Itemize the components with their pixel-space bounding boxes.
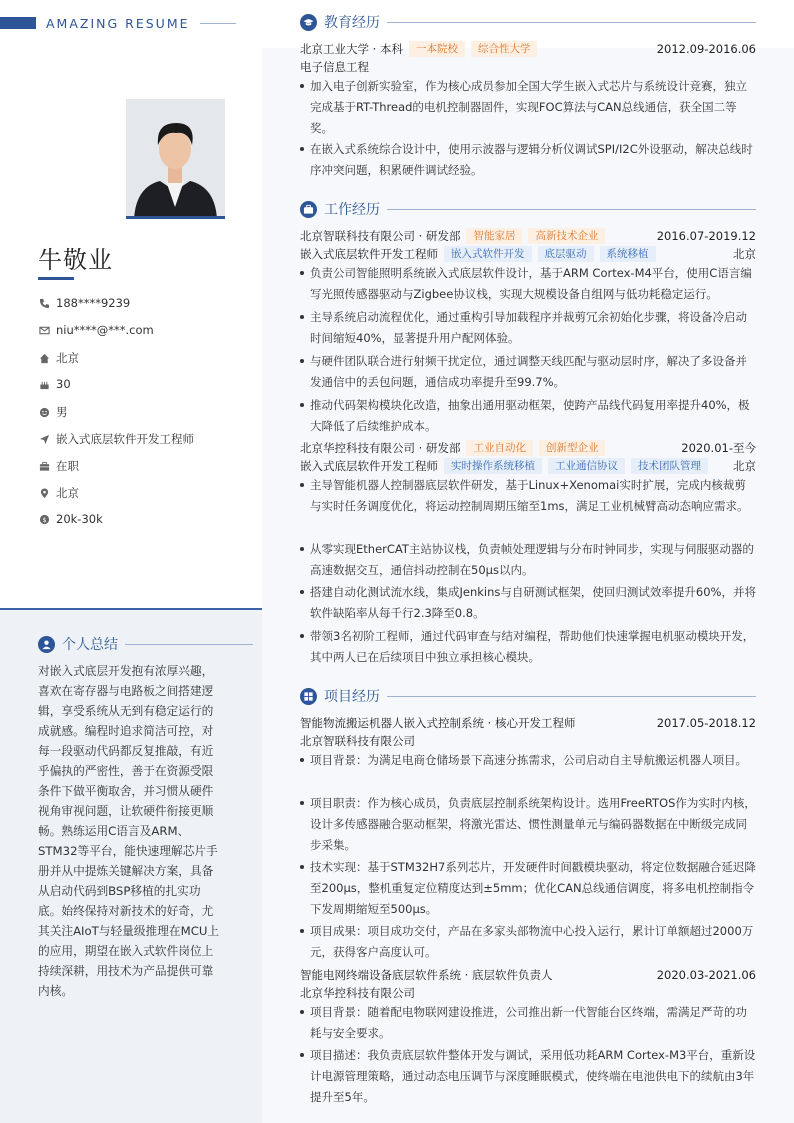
info-position	[38, 431, 258, 447]
info-status	[38, 458, 258, 474]
name-underline	[38, 277, 74, 280]
person-portrait-icon	[126, 99, 225, 219]
phone-icon	[38, 297, 50, 309]
education-header	[300, 12, 756, 32]
project-name: 智能物流搬运机器人嵌入式控制系统 · 核心开发工程师	[300, 716, 576, 730]
summary-title-line	[125, 644, 253, 645]
project-1-company-row	[300, 732, 756, 750]
job-company: 北京华控科技有限公司 · 研发部	[300, 441, 461, 455]
brand-bar	[0, 17, 36, 29]
info-age	[38, 377, 258, 391]
status-text: 在职	[56, 459, 79, 473]
summary-header	[38, 634, 253, 654]
cake-icon	[38, 378, 50, 390]
graduation-cap-icon	[300, 14, 317, 31]
svg-text:$: $	[41, 515, 47, 524]
work-title: 工作经历	[324, 202, 380, 218]
info-salary	[38, 512, 258, 526]
job-city: 北京	[733, 459, 756, 473]
job-role: 嵌入式底层软件开发工程师	[300, 459, 438, 473]
work-header	[300, 199, 756, 219]
job-city: 北京	[733, 247, 756, 261]
project-bullet: 项目背景：随着配电物联网建设推进，公司推出新一代智能台区终端，需满足严苛的功耗与安全要求。	[300, 1002, 756, 1044]
projects-header	[300, 686, 756, 706]
job-bullet: 带领3名初阶工程师，通过代码审查与结对编程，帮助他们快速掌握电机驱动模块开发，其中两人已在后续项目中独立承担核心模块。	[300, 626, 756, 668]
major-name: 电子信息工程	[300, 60, 369, 74]
project-1-row	[300, 714, 756, 732]
salary-text: 20k-30k	[56, 512, 103, 526]
skill-tag: 嵌入式软件开发	[444, 246, 532, 262]
age-text: 30	[56, 377, 71, 391]
project-bullet: 项目成果：项目成功交付，产品在多家头部物流中心投入运行，累计订单额超过2000万元，获得客户高度认可。	[300, 921, 756, 963]
education-title-line	[387, 22, 756, 23]
project-name: 智能电网终端设备底层软件系统 · 底层软件负责人	[300, 968, 553, 982]
job-tag: 智能家居	[466, 228, 522, 244]
project-company: 北京华控科技有限公司	[300, 986, 415, 1000]
info-gender	[38, 404, 258, 420]
summary-title: 个人总结	[62, 637, 118, 653]
money-icon	[38, 513, 50, 525]
school-name: 北京工业大学 · 本科	[300, 42, 403, 56]
email-text: niu****@***.com	[56, 323, 154, 337]
project-bullet: 项目描述：我负责底层软件整体开发与调试，采用低功耗ARM Cortex-M3平台，重新设计电源管理策略，通过动态电压调节与深度睡眠模式，使终端在电池供电下的续航由3年提升至5年。	[300, 1045, 756, 1108]
job-1-row	[300, 227, 756, 245]
projects-title-line	[387, 696, 756, 697]
skill-tag: 实时操作系统移植	[444, 458, 542, 474]
job-2-role-row	[300, 457, 756, 475]
job-tag: 工业自动化	[466, 440, 533, 456]
education-title: 教育经历	[324, 15, 380, 31]
project-2-company-row	[300, 984, 756, 1002]
position-text: 嵌入式底层软件开发工程师	[56, 432, 194, 446]
project-bullet: 项目背景：为满足电商仓储场景下高速分拣需求，公司启动自主导航搬运机器人项目。	[300, 750, 756, 771]
job-tag: 高新技术企业	[528, 228, 605, 244]
job-bullet: 主导智能机器人控制器底层软件研发，基于Linux+Xenomai实时扩展，完成内核裁剪与实时任务调度优化，将运动控制周期压缩至1ms，满足工业机械臂高动态响应需求。	[300, 475, 756, 517]
smile-icon	[38, 406, 50, 418]
project-date: 2020.03-2021.06	[656, 968, 756, 982]
job-bullet: 与硬件团队联合进行射频干扰定位，通过调整天线匹配与驱动层时序，解决了多设备并发通信中的丢包问题，通信成功率提升至99.7%。	[300, 351, 756, 393]
briefcase-icon	[300, 201, 317, 218]
brand-header	[0, 16, 236, 30]
user-icon	[38, 636, 55, 653]
education-tag: 一本院校	[409, 41, 465, 57]
project-date: 2017.05-2018.12	[656, 716, 756, 730]
education-bullet: 加入电子创新实验室，作为核心成员参加全国大学生嵌入式芯片与系统设计竞赛，独立完成基于RT-Thread的电机控制器固件，实现FOC算法与CAN总线通信，获全国二等奖。	[300, 76, 756, 139]
job-1-role-row	[300, 245, 756, 263]
info-city	[38, 350, 258, 366]
major-row	[300, 58, 756, 76]
project-company: 北京智联科技有限公司	[300, 734, 415, 748]
info-email	[38, 323, 258, 337]
job-bullet: 从零实现EtherCAT主站协议栈，负责帧处理逻辑与分布时钟同步，实现与伺服驱动器的高速数据交互，通信抖动控制在50μs以内。	[300, 539, 756, 581]
target-city-text: 北京	[56, 486, 79, 500]
brand-line	[200, 23, 236, 24]
projects-title: 项目经历	[324, 689, 380, 705]
skill-tag: 技术团队管理	[631, 458, 708, 474]
job-date: 2016.07-2019.12	[656, 229, 756, 243]
home-icon	[38, 352, 50, 364]
project-2-row	[300, 966, 756, 984]
phone-text: 188****9239	[56, 296, 131, 310]
skill-tag: 系统移植	[600, 246, 656, 262]
job-bullet: 搭建自动化测试流水线，集成Jenkins与自研测试框架，使回归测试效率提升60%，并将软件缺陷率从每千行2.3降至0.8。	[300, 582, 756, 624]
info-phone	[38, 296, 258, 310]
info-target-city	[38, 485, 258, 501]
gender-text: 男	[56, 405, 68, 419]
education-row	[300, 40, 756, 58]
profile-photo	[126, 99, 225, 219]
briefcase-icon	[38, 460, 50, 472]
brand-title: AMAZING RESUME	[46, 15, 190, 31]
work-title-line	[387, 209, 756, 210]
profile-name: 牛敬业	[38, 246, 113, 274]
job-bullet: 主导系统启动流程优化，通过重构引导加载程序并裁剪冗余初始化步骤，将设备冷启动时间缩短40%，显著提升用户配网体验。	[300, 307, 756, 349]
education-tag: 综合性大学	[471, 41, 538, 57]
location-pin-icon	[38, 487, 50, 499]
send-icon	[38, 433, 50, 445]
grid-icon	[300, 688, 317, 705]
job-bullet: 推动代码架构模块化改造，抽象出通用驱动框架，使跨产品线代码复用率提升40%，极大降低了后续维护成本。	[300, 395, 756, 437]
project-bullet: 技术实现：基于STM32H7系列芯片，开发硬件时间戳模块驱动，将定位数据融合延迟降至200μs，整机重复定位精度达到±5mm；优化CAN总线通信调度，将多电机控制指令下发周期缩短至500μs。	[300, 857, 756, 920]
job-tag: 创新型企业	[539, 440, 606, 456]
skill-tag: 工业通信协议	[548, 458, 625, 474]
education-bullet: 在嵌入式系统综合设计中，使用示波器与逻辑分析仪调试SPI/I2C外设驱动，解决总线时序冲突问题，积累硬件调试经验。	[300, 139, 756, 181]
job-2-row	[300, 439, 756, 457]
city-text: 北京	[56, 351, 79, 365]
summary-text: 对嵌入式底层开发抱有浓厚兴趣，喜欢在寄存器与电路板之间搭建逻辑，享受系统从无到有稳定运行的成就感。编程时追求简洁可控，对每一段驱动代码都反复推敲，有近乎偏执的严密性，善于在资源受限条件下做平衡取舍，并习惯从硬件视角审视问题，让软硬件衔接更顺畅。熟练运用C语言及ARM、STM32等平台，能快速理解芯片手册并从中提炼关键解决方案，具备从启动代码到BSP移植的扎实功底。始终保持对新技术的好奇，尤其关注AIoT与轻量级推理在MCU上的应用，期望在嵌入式软件岗位上持续深耕，用技术为产品提供可靠内核。	[38, 664, 220, 998]
job-company: 北京智联科技有限公司 · 研发部	[300, 229, 461, 243]
education-date: 2012.09-2016.06	[656, 42, 756, 56]
job-bullet: 负责公司智能照明系统嵌入式底层软件设计，基于ARM Cortex-M4平台，使用C语言编写光照传感器驱动与Zigbee协议栈，实现大规模设备自组网与低功耗稳定运行。	[300, 263, 756, 305]
job-role: 嵌入式底层软件开发工程师	[300, 247, 438, 261]
project-bullet: 项目职责：作为核心成员，负责底层控制系统架构设计。选用FreeRTOS作为实时内核，设计多传感器融合驱动框架，将激光雷达、惯性测量单元与编码器数据在中断级完成同步采集。	[300, 793, 756, 856]
mail-icon	[38, 324, 50, 336]
skill-tag: 底层驱动	[538, 246, 594, 262]
job-date: 2020.01-至今	[681, 441, 756, 455]
